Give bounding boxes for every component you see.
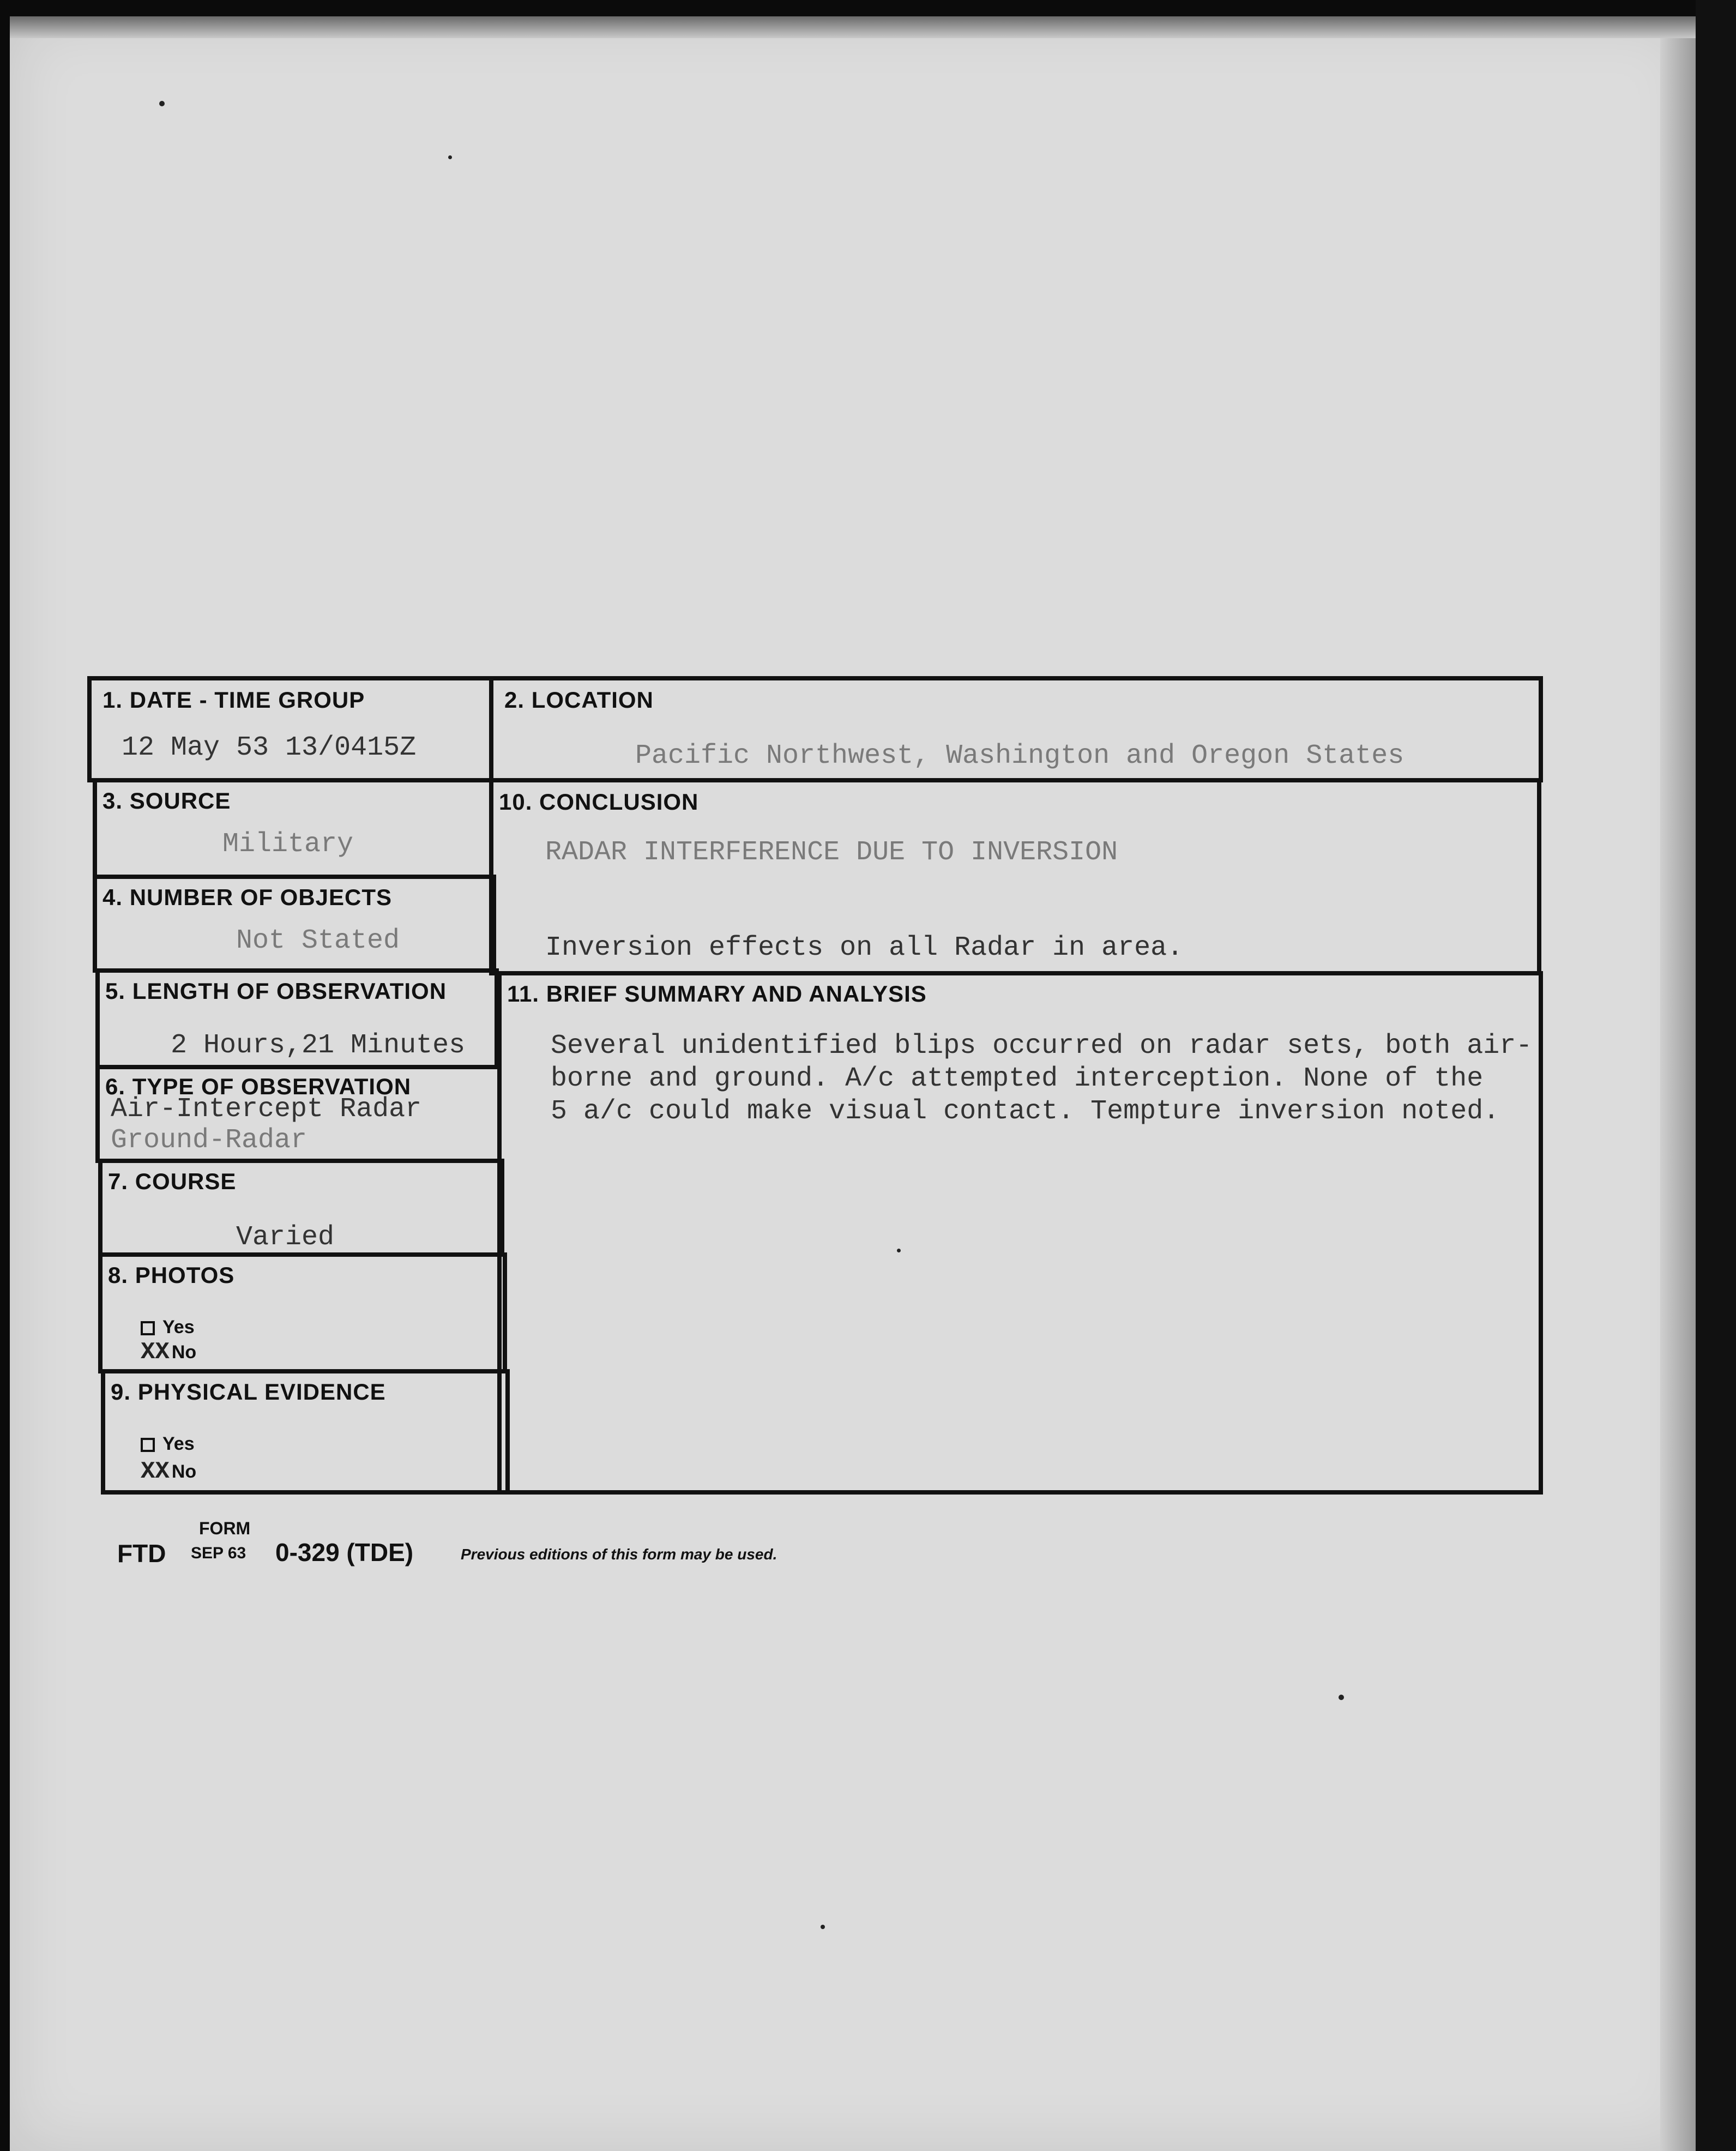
date-time-group-value: 12 May 53 13/0415Z [122, 732, 417, 763]
form-number: 0-329 (TDE) [275, 1538, 414, 1566]
date-time-group-label: 1. DATE - TIME GROUP [103, 687, 365, 713]
summary-label: 11. BRIEF SUMMARY AND ANALYSIS [507, 981, 927, 1007]
type-of-observation-line1: Air-Intercept Radar [111, 1094, 422, 1125]
summary-cell [497, 971, 1543, 1495]
summary-line: 5 a/c could make visual contact. Tempture inversion noted. [551, 1096, 1500, 1127]
physical-evidence-no-label: No [171, 1461, 197, 1482]
conclusion-label: 10. CONCLUSION [499, 789, 699, 815]
conclusion-value: RADAR INTERFERENCE DUE TO INVERSION [545, 837, 1118, 868]
location-value: Pacific Northwest, Washington and Oregon States [635, 740, 1405, 772]
length-of-observation-value: 2 Hours,21 Minutes [171, 1030, 466, 1061]
course-label: 7. COURSE [108, 1168, 237, 1194]
dust-speck [448, 155, 452, 159]
source-value: Military [222, 829, 354, 860]
summary-text [551, 1030, 1532, 1128]
physical-evidence-no-mark: XX [141, 1458, 170, 1485]
date-time-group-cell [87, 676, 493, 782]
number-of-objects-label: 4. NUMBER OF OBJECTS [103, 884, 393, 910]
physical-evidence-yes-label: Yes [162, 1433, 195, 1454]
photos-cell [98, 1252, 507, 1373]
course-cell [98, 1159, 504, 1257]
physical-evidence-cell [101, 1369, 510, 1495]
source-label: 3. SOURCE [103, 788, 231, 814]
sheet-top-edge [10, 16, 1696, 38]
course-value: Varied [236, 1222, 335, 1253]
ftd-label: FTD [117, 1539, 166, 1568]
form-date: SEP 63 [191, 1544, 246, 1562]
dust-speck [1339, 1695, 1344, 1700]
location-label: 2. LOCATION [504, 687, 654, 713]
conclusion-cell [489, 778, 1541, 975]
dust-speck [821, 1925, 825, 1929]
length-of-observation-label: 5. LENGTH OF OBSERVATION [105, 978, 447, 1004]
dust-speck [159, 101, 165, 106]
physical-evidence-label: 9. PHYSICAL EVIDENCE [111, 1379, 386, 1405]
sheet-right-edge [1660, 38, 1696, 2151]
photos-label: 8. PHOTOS [108, 1262, 235, 1288]
project-record-card [87, 676, 1543, 1505]
summary-line: borne and ground. A/c attempted interception. None of the [551, 1063, 1484, 1094]
scan-border [1696, 0, 1736, 2151]
type-of-observation-label: 6. TYPE OF OBSERVATION [105, 1074, 412, 1099]
summary-line: Several unidentified blips occurred on radar sets, both air- [551, 1031, 1533, 1062]
source-cell [93, 778, 493, 879]
form-word: FORM [199, 1519, 251, 1538]
location-cell [489, 676, 1543, 782]
photos-no-option [141, 1339, 196, 1366]
photos-no-label: No [171, 1342, 197, 1363]
physical-evidence-no-option [141, 1458, 196, 1485]
type-of-observation-line2: Ground-Radar [111, 1125, 308, 1156]
checkbox-empty-icon [141, 1321, 155, 1335]
number-of-objects-cell [93, 875, 496, 973]
type-of-observation-cell [95, 1065, 502, 1163]
conclusion-note: Inversion effects on all Radar in area. [545, 932, 1184, 963]
physical-evidence-yes-option [141, 1433, 195, 1455]
length-of-observation-cell [95, 968, 499, 1069]
checkbox-empty-icon [141, 1438, 155, 1452]
number-of-objects-value: Not Stated [236, 925, 400, 956]
photos-yes-option [141, 1317, 195, 1338]
photos-no-mark: XX [141, 1339, 170, 1366]
previous-editions-note: Previous editions of this form may be used. [461, 1546, 777, 1563]
photos-yes-label: Yes [162, 1317, 195, 1337]
